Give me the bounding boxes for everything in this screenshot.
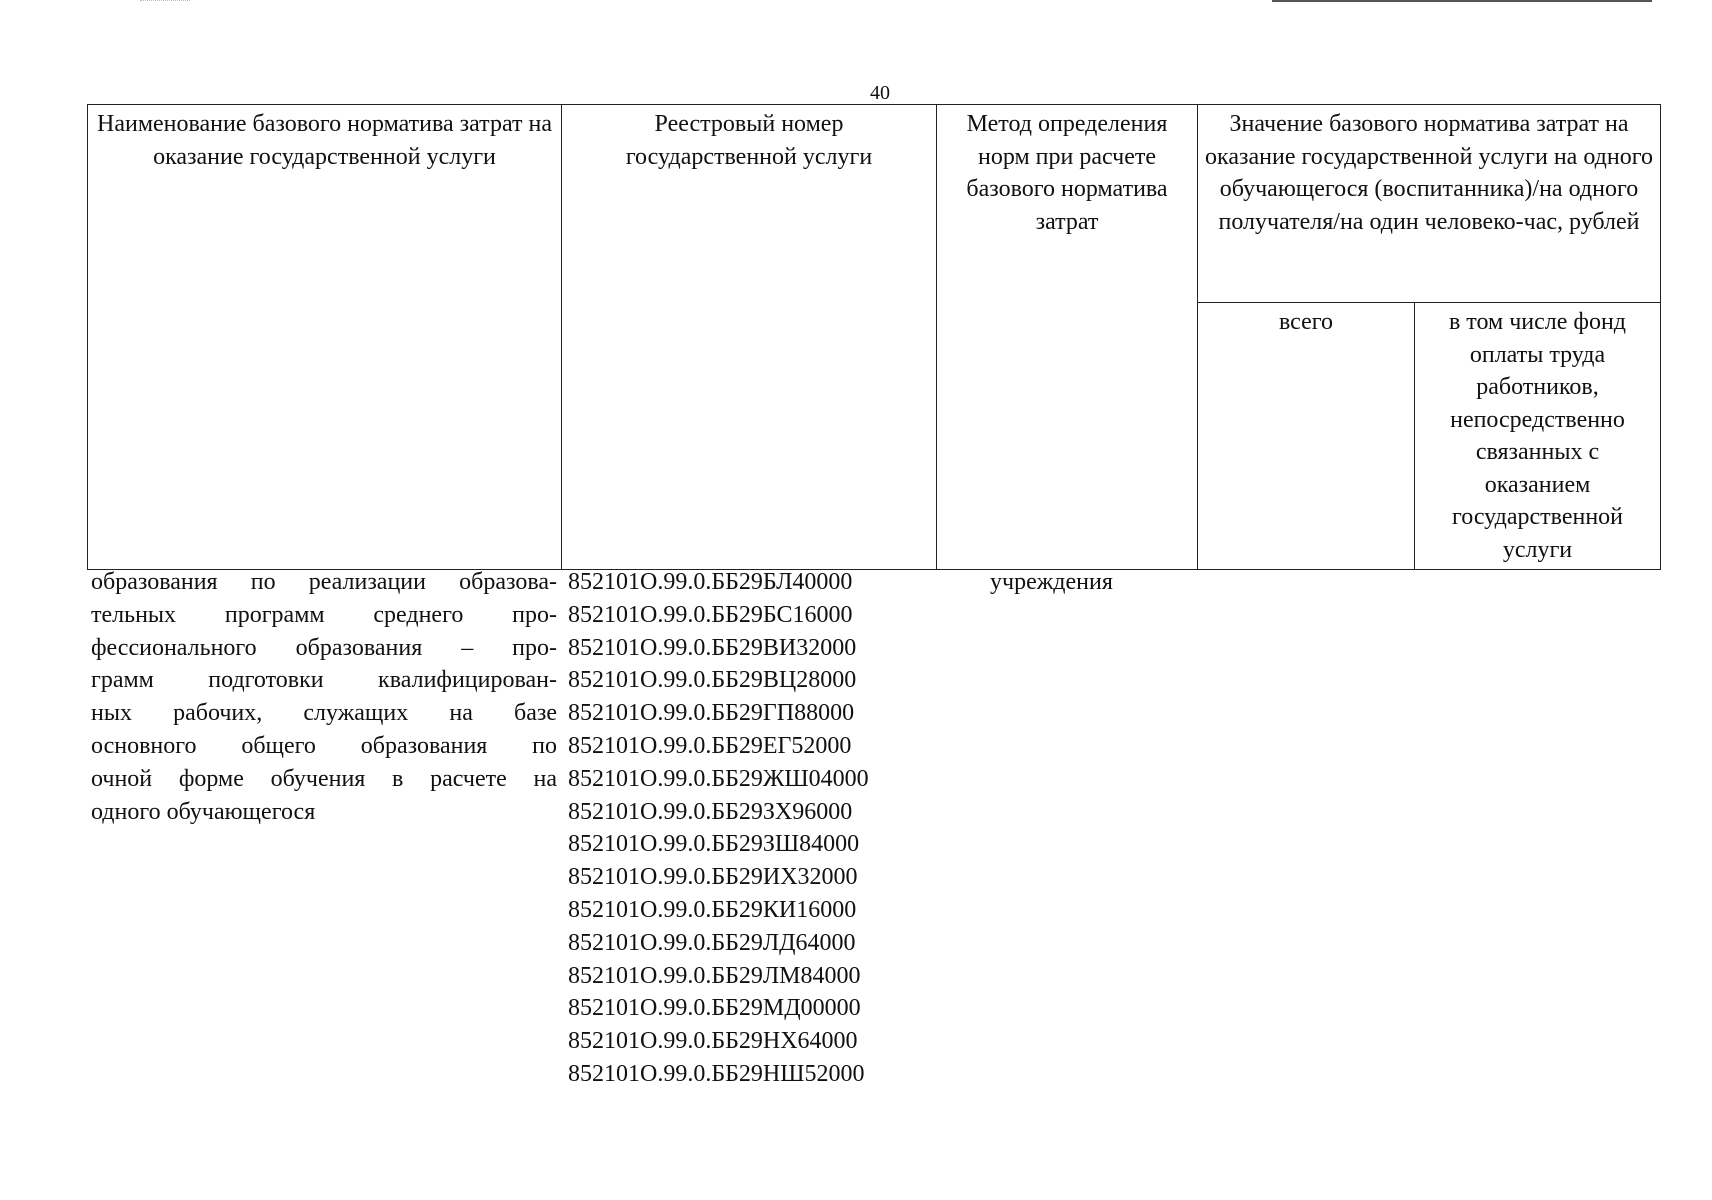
header-cell-method: Метод определения норм при расчете базового норматива затрат: [937, 105, 1198, 570]
scan-edge-line: [1272, 0, 1652, 2]
service-name-line: основного общего образования по: [91, 732, 557, 759]
header-cell-value: Значение базового норматива затрат на оказание государственной услуги на одного обучающегося (воспитанника)/на одного получателя/на один человеко-час, рублей: [1198, 105, 1661, 303]
service-name-line: тельных программ среднего про-: [91, 601, 557, 628]
header-cell-value-total: всего: [1198, 303, 1415, 570]
registry-code: 852101О.99.0.ББ29ЗШ84000: [568, 831, 860, 858]
header-cell-name: Наименование базового норматива затрат на оказание государственной услуги: [88, 105, 562, 570]
service-name-line: очной форме обучения в расчете на: [91, 765, 557, 792]
header-table: [87, 104, 1661, 570]
header-cell-value-fund: в том числе фонд оплаты труда работников, непосредственно связанных с оказанием государственной услуги: [1415, 303, 1661, 570]
registry-codes-cell: [568, 566, 938, 1091]
registry-code: 852101О.99.0.ББ29ВИ32000: [568, 634, 857, 661]
registry-code: 852101О.99.0.ББ29ЛД64000: [568, 929, 856, 956]
header-row-top: [88, 105, 1661, 303]
method-cell: учреждения: [990, 569, 1113, 595]
service-name-line: грамм подготовки квалифицирован-: [91, 667, 557, 694]
registry-code: 852101О.99.0.ББ29БС16000: [568, 601, 853, 628]
scan-edge-mark: [140, 0, 190, 1]
registry-code: 852101О.99.0.ББ29ЛМ84000: [568, 962, 861, 989]
registry-code: 852101О.99.0.ББ29БЛ40000: [568, 569, 853, 595]
registry-code: 852101О.99.0.ББ29ИХ32000: [568, 864, 858, 891]
registry-code: 852101О.99.0.ББ29ЕГ52000: [568, 732, 852, 759]
page-number: 40: [870, 82, 890, 104]
registry-code: 852101О.99.0.ББ29МД00000: [568, 995, 861, 1022]
registry-code: 852101О.99.0.ББ29НШ52000: [568, 1060, 865, 1087]
registry-code: 852101О.99.0.ББ29ЖШ04000: [568, 765, 869, 792]
registry-code: 852101О.99.0.ББ29ЗХ96000: [568, 798, 853, 825]
registry-code: 852101О.99.0.ББ29ГП88000: [568, 700, 855, 727]
service-name-line: фессионального образования – про-: [91, 634, 557, 661]
header-cell-registry: Реестровый номер государственной услуги: [562, 105, 937, 570]
service-name-line: образования по реализации образова-: [91, 569, 557, 595]
registry-code: 852101О.99.0.ББ29ВЦ28000: [568, 667, 857, 694]
service-name-cell: [91, 566, 557, 828]
registry-code: 852101О.99.0.ББ29КИ16000: [568, 896, 857, 923]
service-name-line: ных рабочих, служащих на базе: [91, 700, 557, 727]
service-name-line: одного обучающегося: [91, 798, 316, 825]
registry-code: 852101О.99.0.ББ29НХ64000: [568, 1028, 858, 1055]
